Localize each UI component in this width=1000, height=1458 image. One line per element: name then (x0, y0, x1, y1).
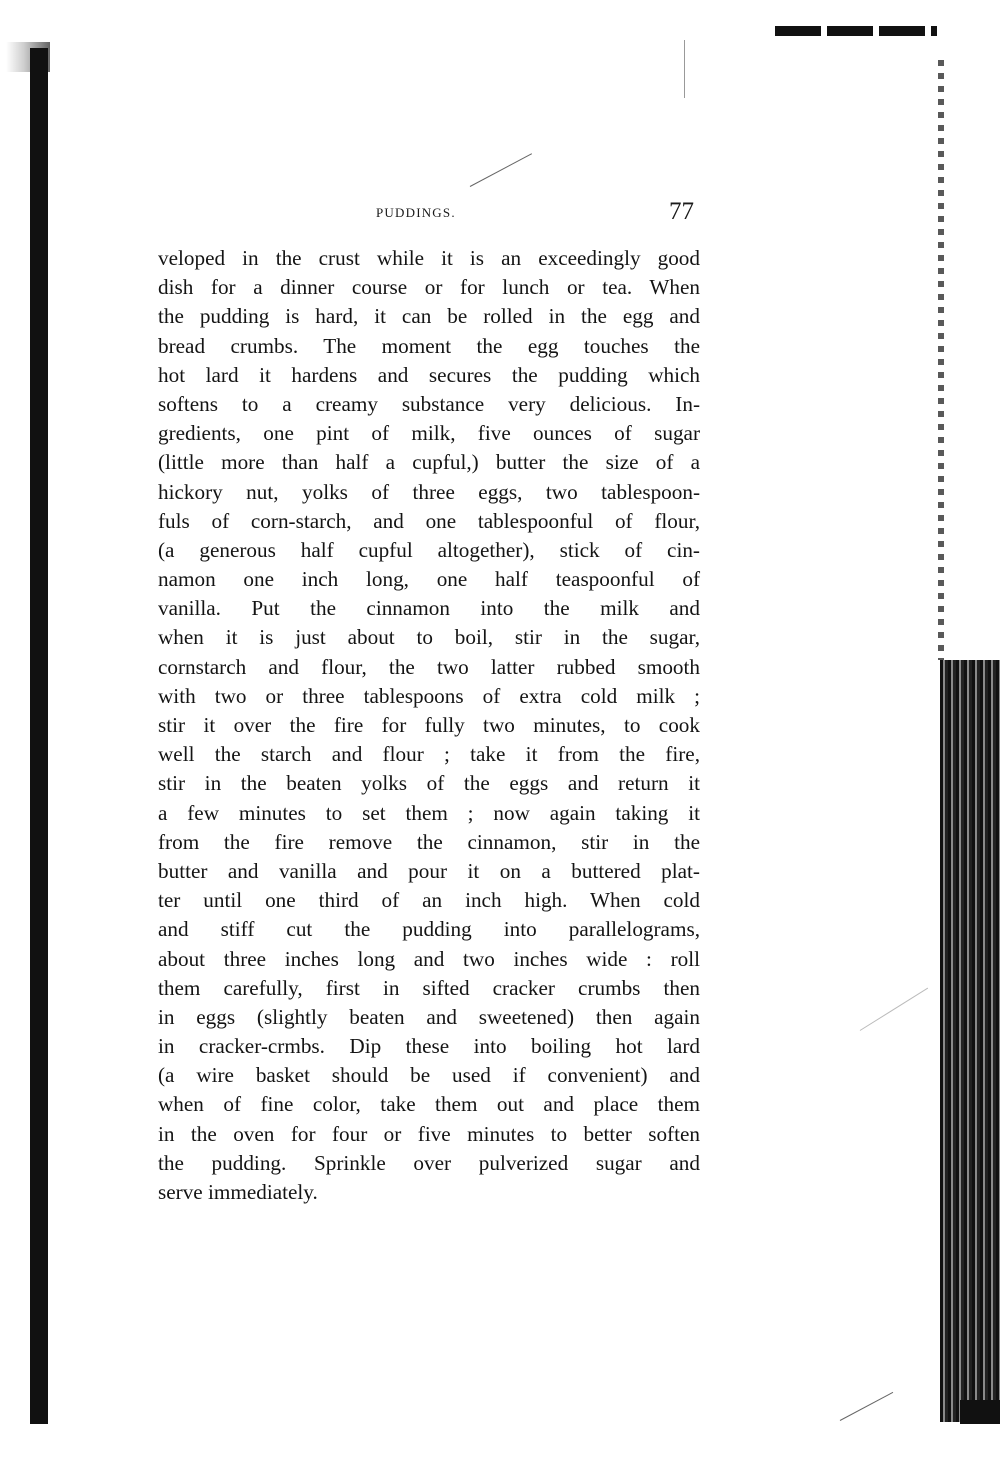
text-line: vanilla. Put the cinnamon into the milk and (158, 596, 700, 621)
scan-mark (470, 153, 532, 187)
text-line: namon one inch long, one half teaspoonful of (158, 567, 700, 592)
text-line: the pudding is hard, it can be rolled in the egg and (158, 304, 700, 329)
text-line: (a wire basket should be used if convenient) and (158, 1063, 700, 1088)
text-line: in eggs (slightly beaten and sweetened) then again (158, 1004, 700, 1029)
text-line: dish for a dinner course or for lunch or tea. When (158, 275, 700, 300)
text-line: when it is just about to boil, stir in the sugar, (158, 625, 700, 650)
text-line: serve immediately. (158, 1180, 318, 1204)
text-line: stir in the beaten yolks of the eggs and return it (158, 771, 700, 796)
recipe-text (158, 244, 700, 1207)
text-line: a few minutes to set them ; now again taking it (158, 800, 700, 825)
text-line: hot lard it hardens and secures the pudding which (158, 362, 700, 387)
page-edge-right-upper (938, 60, 944, 660)
text-line: and stiff cut the pudding into parallelograms, (158, 917, 700, 942)
text-line: butter and vanilla and pour it on a buttered plat- (158, 858, 700, 883)
text-line: fuls of corn-starch, and one tablespoonful of flour, (158, 508, 700, 533)
running-title: PUDDINGS. (376, 205, 456, 220)
text-line: well the starch and flour ; take it from the fire, (158, 742, 700, 767)
text-line: softens to a creamy substance very delicious. In- (158, 391, 700, 416)
scan-mark (860, 988, 928, 1031)
text-line: hickory nut, yolks of three eggs, two tablespoon- (158, 479, 700, 504)
text-line: when of fine color, take them out and place them (158, 1092, 700, 1117)
scan-mark (840, 1392, 893, 1421)
text-line: (little more than half a cupful,) butter the size of a (158, 450, 700, 475)
page-edge-right-foot (960, 1400, 1000, 1424)
scan-mark (684, 40, 685, 98)
page-edge-right-lower (940, 660, 1000, 1422)
text-line: them carefully, first in sifted cracker crumbs then (158, 975, 700, 1000)
running-head (160, 198, 700, 227)
text-line: bread crumbs. The moment the egg touches the (158, 333, 700, 358)
text-line: from the fire remove the cinnamon, stir in the (158, 829, 700, 854)
text-line: veloped in the crust while it is an exceedingly good (158, 246, 700, 270)
text-line: with two or three tablespoons of extra cold milk ; (158, 683, 700, 708)
binding-edge-left (30, 48, 48, 1424)
text-line: ter until one third of an inch high. When cold (158, 888, 700, 913)
scan-edge-top-right (775, 26, 937, 36)
text-line: (a generous half cupful altogether), stick of cin- (158, 537, 700, 562)
page-number: 77 (669, 198, 694, 225)
text-line: gredients, one pint of milk, five ounces of sugar (158, 421, 700, 446)
text-line: about three inches long and two inches wide : roll (158, 946, 700, 971)
text-line: the pudding. Sprinkle over pulverized sugar and (158, 1150, 700, 1175)
text-line: cornstarch and flour, the two latter rubbed smooth (158, 654, 700, 679)
text-line: in the oven for four or five minutes to better soften (158, 1121, 700, 1146)
text-line: in cracker-crmbs. Dip these into boiling hot lard (158, 1034, 700, 1059)
text-line: stir it over the fire for fully two minutes, to cook (158, 713, 700, 737)
